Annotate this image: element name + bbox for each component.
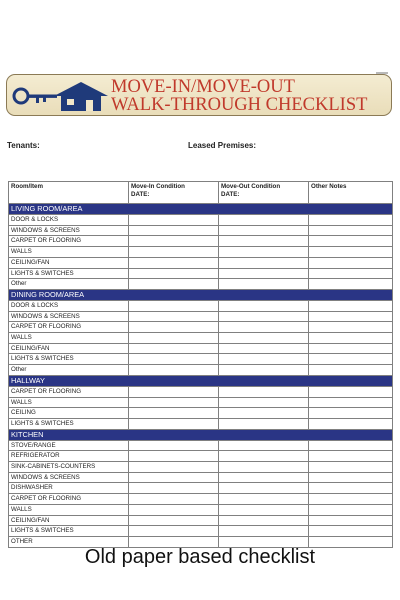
room-item-label: STOVE/RANGE xyxy=(9,440,129,451)
leased-premises-label: Leased Premises: xyxy=(188,141,257,150)
room-item-label: Other xyxy=(9,365,129,376)
move-in-cell xyxy=(129,397,219,408)
other-notes-cell xyxy=(309,451,393,462)
move-out-cell xyxy=(219,494,309,505)
header-row xyxy=(9,182,393,204)
room-item-label: DOOR & LOCKS xyxy=(9,300,129,311)
move-out-cell xyxy=(219,322,309,333)
move-out-cell xyxy=(219,279,309,290)
header-room-item: Room/Item xyxy=(9,182,129,204)
move-in-cell xyxy=(129,515,219,526)
room-item-label: WALLS xyxy=(9,397,129,408)
move-in-cell xyxy=(129,504,219,515)
move-in-cell xyxy=(129,440,219,451)
move-out-cell xyxy=(219,236,309,247)
move-in-cell xyxy=(129,494,219,505)
other-notes-cell xyxy=(309,418,393,429)
table-row xyxy=(9,397,393,408)
move-out-cell xyxy=(219,515,309,526)
section-title: LIVING ROOM/AREA xyxy=(9,204,393,215)
move-in-cell xyxy=(129,311,219,322)
other-notes-cell xyxy=(309,526,393,537)
section-row xyxy=(9,375,393,386)
table-row xyxy=(9,472,393,483)
other-notes-cell xyxy=(309,322,393,333)
other-notes-cell xyxy=(309,440,393,451)
move-in-cell xyxy=(129,300,219,311)
room-item-label: CARPET OR FLOORING xyxy=(9,494,129,505)
move-in-cell xyxy=(129,386,219,397)
table-row xyxy=(9,451,393,462)
table-row xyxy=(9,279,393,290)
room-item-label: WALLS xyxy=(9,247,129,258)
other-notes-cell xyxy=(309,408,393,419)
section-title: HALLWAY xyxy=(9,375,393,386)
other-notes-cell xyxy=(309,504,393,515)
room-item-label: LIGHTS & SWITCHES xyxy=(9,354,129,365)
move-in-cell xyxy=(129,343,219,354)
move-in-cell xyxy=(129,354,219,365)
room-item-label: CARPET OR FLOORING xyxy=(9,236,129,247)
table-row xyxy=(9,322,393,333)
table-row xyxy=(9,215,393,226)
other-notes-cell xyxy=(309,343,393,354)
move-in-cell xyxy=(129,365,219,376)
other-notes-cell xyxy=(309,333,393,344)
move-out-cell xyxy=(219,386,309,397)
move-out-cell xyxy=(219,257,309,268)
move-out-cell xyxy=(219,300,309,311)
table-row xyxy=(9,386,393,397)
table-row xyxy=(9,462,393,473)
move-out-cell xyxy=(219,472,309,483)
other-notes-cell xyxy=(309,462,393,473)
move-in-cell xyxy=(129,225,219,236)
table-row xyxy=(9,354,393,365)
table-row xyxy=(9,504,393,515)
move-in-cell xyxy=(129,472,219,483)
section-title: KITCHEN xyxy=(9,429,393,440)
other-notes-cell xyxy=(309,247,393,258)
room-item-label: OTHER xyxy=(9,536,129,547)
move-out-cell xyxy=(219,526,309,537)
room-item-label: WINDOWS & SCREENS xyxy=(9,225,129,236)
other-notes-cell xyxy=(309,472,393,483)
move-in-cell xyxy=(129,408,219,419)
header-move-in: Move-In Condition DATE: xyxy=(129,182,219,204)
move-in-cell xyxy=(129,247,219,258)
other-notes-cell xyxy=(309,300,393,311)
table-row xyxy=(9,365,393,376)
move-in-cell xyxy=(129,257,219,268)
move-in-cell xyxy=(129,322,219,333)
room-item-label: CEILING/FAN xyxy=(9,343,129,354)
move-out-cell xyxy=(219,311,309,322)
move-out-cell xyxy=(219,333,309,344)
other-notes-cell xyxy=(309,515,393,526)
table-row xyxy=(9,333,393,344)
table-row xyxy=(9,440,393,451)
move-out-cell xyxy=(219,483,309,494)
room-item-label: DISHWASHER xyxy=(9,483,129,494)
move-in-cell xyxy=(129,279,219,290)
move-in-cell xyxy=(129,333,219,344)
room-item-label: CEILING/FAN xyxy=(9,257,129,268)
move-out-cell xyxy=(219,225,309,236)
banner-title-line1: MOVE-IN/MOVE-OUT xyxy=(111,77,295,97)
move-out-cell xyxy=(219,343,309,354)
room-item-label: SINK-CABINETS-COUNTERS xyxy=(9,462,129,473)
move-in-cell xyxy=(129,483,219,494)
move-out-cell xyxy=(219,451,309,462)
other-notes-cell xyxy=(309,215,393,226)
move-in-cell xyxy=(129,451,219,462)
move-in-cell xyxy=(129,268,219,279)
room-item-label: LIGHTS & SWITCHES xyxy=(9,418,129,429)
move-out-cell xyxy=(219,440,309,451)
banner-title-line2: WALK-THROUGH CHECKLIST xyxy=(111,95,368,115)
other-notes-cell xyxy=(309,494,393,505)
move-out-cell xyxy=(219,365,309,376)
other-notes-cell xyxy=(309,257,393,268)
section-row xyxy=(9,429,393,440)
move-out-cell xyxy=(219,418,309,429)
room-item-label: Other xyxy=(9,279,129,290)
move-out-cell xyxy=(219,408,309,419)
other-notes-cell xyxy=(309,279,393,290)
table-row xyxy=(9,483,393,494)
move-out-cell xyxy=(219,268,309,279)
other-notes-cell xyxy=(309,397,393,408)
move-in-cell xyxy=(129,462,219,473)
other-notes-cell xyxy=(309,225,393,236)
room-item-label: LIGHTS & SWITCHES xyxy=(9,526,129,537)
room-item-label: DOOR & LOCKS xyxy=(9,215,129,226)
table-row xyxy=(9,418,393,429)
tenants-label: Tenants: xyxy=(7,141,40,150)
table-row xyxy=(9,311,393,322)
other-notes-cell xyxy=(309,365,393,376)
table-row xyxy=(9,515,393,526)
other-notes-cell xyxy=(309,236,393,247)
move-out-cell xyxy=(219,247,309,258)
section-title: DINING ROOM/AREA xyxy=(9,289,393,300)
room-item-label: WINDOWS & SCREENS xyxy=(9,472,129,483)
room-item-label: CARPET OR FLOORING xyxy=(9,386,129,397)
room-item-label: CEILING xyxy=(9,408,129,419)
corner-mark xyxy=(376,72,388,74)
checklist-banner xyxy=(6,74,392,116)
move-out-cell xyxy=(219,504,309,515)
header-move-out: Move-Out Condition DATE: xyxy=(219,182,309,204)
table-row xyxy=(9,225,393,236)
room-item-label: LIGHTS & SWITCHES xyxy=(9,268,129,279)
move-in-cell xyxy=(129,215,219,226)
room-item-label: WALLS xyxy=(9,333,129,344)
checklist-table xyxy=(8,181,393,548)
move-out-cell xyxy=(219,397,309,408)
table-row xyxy=(9,408,393,419)
other-notes-cell xyxy=(309,268,393,279)
table-row xyxy=(9,526,393,537)
room-item-label: WALLS xyxy=(9,504,129,515)
room-item-label: WINDOWS & SCREENS xyxy=(9,311,129,322)
move-out-cell xyxy=(219,215,309,226)
table-row xyxy=(9,247,393,258)
other-notes-cell xyxy=(309,386,393,397)
move-in-cell xyxy=(129,526,219,537)
move-in-cell xyxy=(129,418,219,429)
checklist-sheet xyxy=(8,181,392,545)
other-notes-cell xyxy=(309,354,393,365)
table-row xyxy=(9,236,393,247)
caption: Old paper based checklist xyxy=(84,546,316,568)
key-house-icon xyxy=(12,79,108,113)
table-row xyxy=(9,343,393,354)
move-out-cell xyxy=(219,354,309,365)
room-item-label: CEILING/FAN xyxy=(9,515,129,526)
other-notes-cell xyxy=(309,311,393,322)
room-item-label: CARPET OR FLOORING xyxy=(9,322,129,333)
table-row xyxy=(9,257,393,268)
section-row xyxy=(9,289,393,300)
header-other-notes: Other Notes xyxy=(309,182,393,204)
other-notes-cell xyxy=(309,483,393,494)
move-out-cell xyxy=(219,462,309,473)
table-row xyxy=(9,300,393,311)
move-in-cell xyxy=(129,236,219,247)
room-item-label: REFRIGERATOR xyxy=(9,451,129,462)
table-row xyxy=(9,268,393,279)
table-row xyxy=(9,494,393,505)
section-row xyxy=(9,204,393,215)
